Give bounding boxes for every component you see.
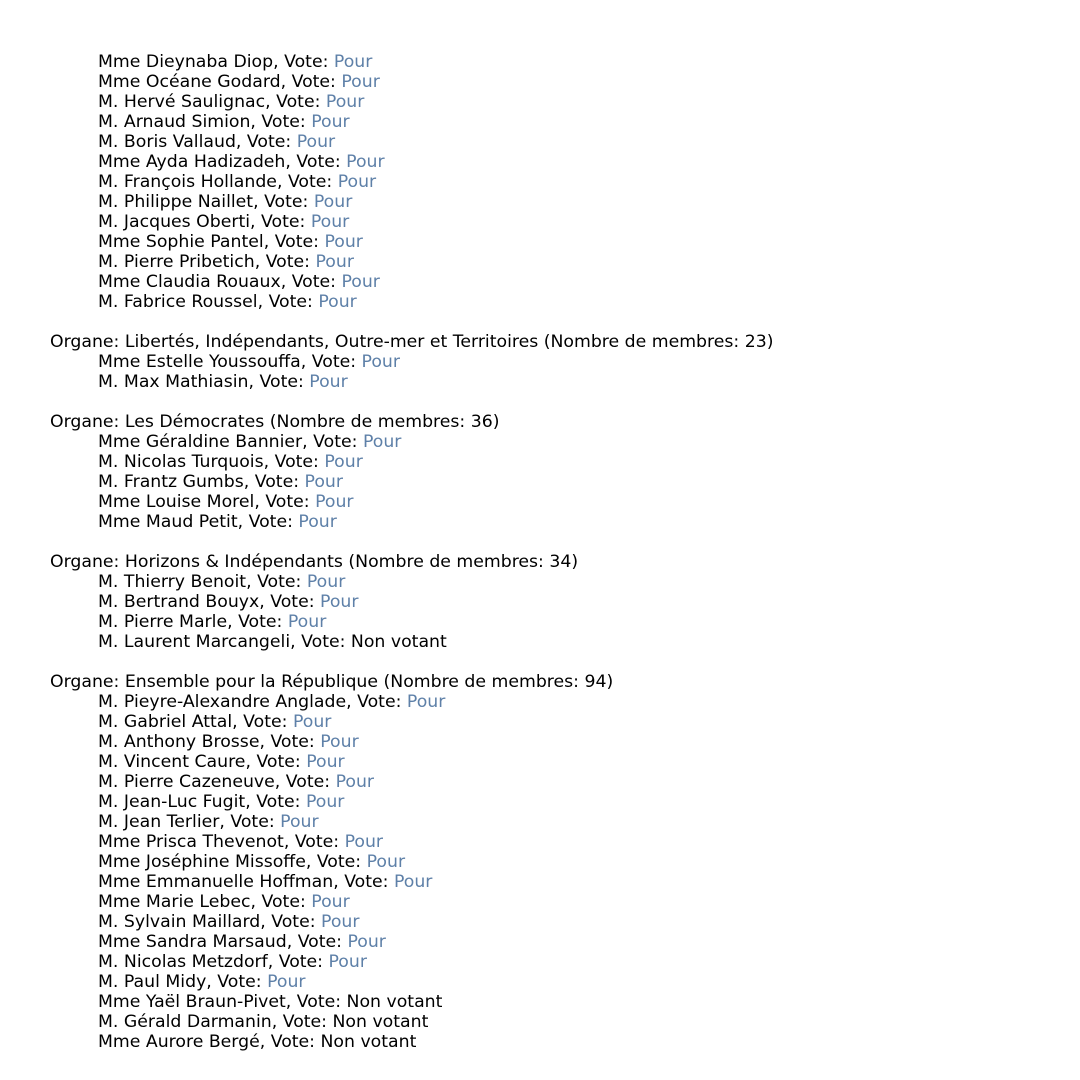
member-name: Nicolas Metzdorf: [123, 952, 268, 972]
vote-value: Pour: [406, 692, 446, 712]
vote-label: Vote:: [268, 292, 319, 312]
members-label: Nombre de membres:: [355, 552, 550, 572]
separator: ,: [263, 232, 275, 252]
separator: ,: [260, 912, 272, 932]
member-row: [50, 212, 1080, 232]
vote-document: [50, 52, 1080, 1052]
vote-label: Vote:: [256, 752, 307, 772]
member-civility: M.: [98, 912, 119, 932]
member-civility: M.: [98, 952, 119, 972]
separator: ,: [346, 692, 358, 712]
member-civility: Mme: [98, 872, 141, 892]
member-row: [50, 452, 1080, 472]
member-name: Anthony Brosse: [123, 732, 260, 752]
vote-label: Vote:: [285, 772, 336, 792]
group-close-paren: ): [571, 552, 579, 572]
vote-label: Vote:: [301, 632, 351, 652]
member-civility: M.: [98, 132, 119, 152]
member-row: [50, 292, 1080, 312]
group-label: Organe:: [50, 332, 125, 352]
member-name: Vincent Caure: [123, 752, 246, 772]
member-row: [50, 192, 1080, 212]
member-name: Jean Terlier: [123, 812, 220, 832]
member-name: Emmanuelle Hoffman: [145, 872, 334, 892]
separator: ,: [254, 252, 266, 272]
member-row: [50, 472, 1080, 492]
vote-label: Vote:: [270, 1032, 321, 1052]
member-civility: M.: [98, 612, 119, 632]
vote-label: Vote:: [276, 92, 326, 112]
member-name: Pieyre-Alexandre Anglade: [123, 692, 347, 712]
vote-label: Vote:: [282, 1012, 333, 1032]
vote-label: Vote:: [270, 732, 321, 752]
vote-label: Vote:: [264, 192, 314, 212]
member-row: [50, 72, 1080, 92]
member-row: [50, 252, 1080, 272]
vote-label: Vote:: [278, 952, 329, 972]
member-civility: M.: [98, 472, 119, 492]
member-civility: M.: [98, 292, 119, 312]
separator: ,: [232, 712, 244, 732]
group-label: Organe:: [50, 552, 125, 572]
vote-value: Pour: [366, 852, 406, 872]
member-row: [50, 812, 1080, 832]
member-civility: M.: [98, 252, 119, 272]
member-row: [50, 612, 1080, 632]
member-name: Gabriel Attal: [123, 712, 233, 732]
vote-value: Pour: [320, 732, 359, 752]
vote-value: Pour: [346, 152, 385, 172]
member-name: Frantz Gumbs: [123, 472, 244, 492]
member-civility: M.: [98, 92, 119, 112]
group-header: [50, 672, 1080, 692]
separator: ,: [248, 372, 260, 392]
member-civility: Mme: [98, 272, 141, 292]
member-civility: M.: [98, 592, 119, 612]
vote-label: Vote:: [265, 492, 316, 512]
vote-value: Pour: [313, 192, 353, 212]
member-name: Nicolas Turquois: [123, 452, 264, 472]
member-row: [50, 272, 1080, 292]
vote-label: Vote:: [246, 132, 297, 152]
member-name: Joséphine Missoffe: [145, 852, 306, 872]
vote-label: Vote:: [238, 612, 288, 632]
member-row: [50, 852, 1080, 872]
member-name: François Hollande: [123, 172, 277, 192]
vote-label: Vote:: [243, 712, 293, 732]
member-civility: M.: [98, 972, 119, 992]
member-count: 94: [584, 672, 607, 692]
member-name: Pierre Pribetich: [123, 252, 255, 272]
member-row: [50, 992, 1080, 1012]
vote-label: Vote:: [344, 872, 394, 892]
member-row: [50, 232, 1080, 252]
member-civility: M.: [98, 192, 119, 212]
vote-value: Non votant: [346, 992, 443, 1012]
members-label: Nombre de membres:: [276, 412, 471, 432]
vote-value: Pour: [321, 912, 360, 932]
vote-value: Pour: [315, 252, 354, 272]
vote-value: Pour: [280, 812, 319, 832]
vote-value: Pour: [361, 352, 400, 372]
vote-label: Vote:: [284, 52, 334, 72]
vote-value: Pour: [362, 432, 402, 452]
vote-label: Vote:: [291, 272, 342, 292]
member-civility: M.: [98, 212, 119, 232]
group-label: Organe:: [50, 412, 125, 432]
member-civility: Mme: [98, 52, 141, 72]
member-name: Jacques Oberti: [123, 212, 251, 232]
vote-label: Vote:: [230, 812, 281, 832]
vote-value: Pour: [309, 372, 348, 392]
member-civility: M.: [98, 792, 119, 812]
vote-value: Pour: [311, 892, 350, 912]
group-open-paren: (: [538, 332, 551, 352]
vote-value: Pour: [341, 72, 380, 92]
separator: ,: [274, 772, 286, 792]
member-civility: M.: [98, 812, 119, 832]
member-civility: M.: [98, 1012, 119, 1032]
blank-line: [50, 392, 1080, 412]
vote-value: Pour: [305, 792, 345, 812]
member-name: Sophie Pantel: [145, 232, 264, 252]
member-civility: M.: [98, 572, 119, 592]
member-name: Pierre Cazeneuve: [123, 772, 275, 792]
vote-label: Vote:: [294, 832, 345, 852]
group-close-paren: ): [492, 412, 500, 432]
member-row: [50, 152, 1080, 172]
member-row: [50, 772, 1080, 792]
member-name: Jean-Luc Fugit: [123, 792, 246, 812]
separator: ,: [271, 1012, 283, 1032]
member-row: [50, 492, 1080, 512]
vote-value: Pour: [335, 772, 375, 792]
member-row: [50, 632, 1080, 652]
separator: ,: [254, 492, 266, 512]
member-name: Maud Petit: [145, 512, 238, 532]
member-row: [50, 372, 1080, 392]
member-row: [50, 892, 1080, 912]
separator: ,: [302, 432, 314, 452]
member-count: 34: [549, 552, 572, 572]
vote-value: Pour: [325, 92, 365, 112]
separator: ,: [276, 172, 288, 192]
vote-label: Vote:: [270, 592, 321, 612]
vote-value: Non votant: [320, 1032, 417, 1052]
vote-label: Vote:: [287, 172, 338, 192]
separator: ,: [245, 752, 257, 772]
member-row: [50, 752, 1080, 772]
member-civility: M.: [98, 732, 119, 752]
separator: ,: [280, 272, 292, 292]
member-name: Louise Morel: [145, 492, 255, 512]
member-name: Claudia Rouaux: [145, 272, 281, 292]
separator: ,: [237, 512, 249, 532]
separator: ,: [333, 872, 345, 892]
member-name: Bertrand Bouyx: [123, 592, 260, 612]
member-row: [50, 1032, 1080, 1052]
separator: ,: [245, 792, 257, 812]
member-name: Estelle Youssouffa: [145, 352, 301, 372]
separator: ,: [273, 52, 285, 72]
vote-label: Vote:: [261, 212, 311, 232]
separator: ,: [280, 72, 292, 92]
member-name: Philippe Naillet: [123, 192, 254, 212]
vote-label: Vote:: [357, 692, 407, 712]
vote-label: Vote:: [257, 572, 307, 592]
member-name: Paul Midy: [123, 972, 207, 992]
member-name: Arnaud Simion: [123, 112, 251, 132]
members-label: Nombre de membres:: [550, 332, 745, 352]
separator: ,: [283, 832, 295, 852]
member-civility: Mme: [98, 1032, 141, 1052]
vote-label: Vote:: [217, 972, 268, 992]
member-row: [50, 1012, 1080, 1032]
group-name: Libertés, Indépendants, Outre-mer et Territoires: [124, 332, 539, 352]
vote-label: Vote:: [248, 512, 299, 532]
group-open-paren: (: [264, 412, 277, 432]
member-civility: Mme: [98, 432, 141, 452]
group-name: Horizons & Indépendants: [124, 552, 343, 572]
separator: ,: [259, 592, 271, 612]
member-row: [50, 972, 1080, 992]
member-row: [50, 52, 1080, 72]
member-name: Dieynaba Diop: [145, 52, 274, 72]
vote-label: Vote:: [313, 432, 363, 452]
member-civility: M.: [98, 632, 119, 652]
vote-value: Pour: [304, 472, 343, 492]
vote-value: Pour: [267, 972, 306, 992]
member-name: Marie Lebec: [145, 892, 251, 912]
vote-label: Vote:: [316, 852, 367, 872]
vote-value: Pour: [341, 272, 380, 292]
member-row: [50, 872, 1080, 892]
separator: ,: [305, 852, 317, 872]
separator: ,: [285, 152, 297, 172]
member-name: Max Mathiasin: [123, 372, 249, 392]
member-row: [50, 692, 1080, 712]
member-name: Laurent Marcangeli: [123, 632, 291, 652]
member-row: [50, 92, 1080, 112]
separator: ,: [227, 612, 239, 632]
vote-value: Pour: [315, 492, 354, 512]
separator: ,: [253, 192, 265, 212]
member-civility: M.: [98, 452, 119, 472]
member-civility: M.: [98, 692, 119, 712]
vote-label: Vote:: [261, 112, 312, 132]
vote-value: Pour: [337, 172, 377, 192]
separator: ,: [286, 932, 298, 952]
vote-value: Pour: [292, 712, 332, 732]
member-name: Fabrice Roussel: [123, 292, 258, 312]
member-civility: M.: [98, 772, 119, 792]
member-row: [50, 352, 1080, 372]
group-header: [50, 412, 1080, 432]
vote-label: Vote:: [256, 792, 306, 812]
separator: ,: [206, 972, 218, 992]
separator: ,: [243, 472, 255, 492]
member-name: Hervé Saulignac: [123, 92, 266, 112]
vote-value: Pour: [318, 292, 357, 312]
member-civility: M.: [98, 172, 119, 192]
member-name: Prisca Thevenot: [145, 832, 284, 852]
vote-value: Pour: [310, 212, 350, 232]
member-count: 23: [744, 332, 767, 352]
separator: ,: [259, 1032, 271, 1052]
member-name: Thierry Benoit: [123, 572, 247, 592]
members-label: Nombre de membres:: [390, 672, 585, 692]
member-civility: Mme: [98, 992, 141, 1012]
separator: ,: [263, 452, 275, 472]
member-civility: Mme: [98, 832, 141, 852]
vote-value: Pour: [306, 572, 346, 592]
member-row: [50, 132, 1080, 152]
member-civility: M.: [98, 712, 119, 732]
member-row: [50, 112, 1080, 132]
member-civility: Mme: [98, 512, 141, 532]
vote-value: Pour: [324, 452, 363, 472]
separator: ,: [246, 572, 258, 592]
vote-label: Vote:: [291, 72, 342, 92]
separator: ,: [235, 132, 247, 152]
vote-value: Pour: [296, 132, 336, 152]
member-name: Sylvain Maillard: [123, 912, 261, 932]
member-civility: Mme: [98, 852, 141, 872]
member-row: [50, 432, 1080, 452]
vote-value: Pour: [311, 112, 350, 132]
vote-label: Vote:: [274, 232, 325, 252]
member-row: [50, 912, 1080, 932]
separator: ,: [250, 112, 262, 132]
member-civility: Mme: [98, 892, 141, 912]
member-row: [50, 952, 1080, 972]
member-row: [50, 832, 1080, 852]
group-header: [50, 552, 1080, 572]
group-close-paren: ): [606, 672, 614, 692]
vote-value: Pour: [298, 512, 337, 532]
member-name: Géraldine Bannier: [145, 432, 303, 452]
vote-label: Vote:: [254, 472, 305, 492]
member-civility: Mme: [98, 932, 141, 952]
blank-line: [50, 312, 1080, 332]
vote-value: Pour: [328, 952, 367, 972]
separator: ,: [285, 992, 297, 1012]
member-name: Aurore Bergé: [145, 1032, 260, 1052]
group-open-paren: (: [342, 552, 356, 572]
member-civility: M.: [98, 372, 119, 392]
separator: ,: [265, 92, 277, 112]
member-name: Yaël Braun-Pivet: [145, 992, 286, 1012]
vote-value: Pour: [320, 592, 359, 612]
member-civility: Mme: [98, 152, 141, 172]
vote-label: Vote:: [261, 892, 312, 912]
vote-value: Pour: [347, 932, 386, 952]
member-civility: Mme: [98, 232, 141, 252]
group-open-paren: (: [378, 672, 391, 692]
separator: ,: [219, 812, 231, 832]
member-civility: Mme: [98, 72, 141, 92]
blank-line: [50, 532, 1080, 552]
separator: ,: [267, 952, 279, 972]
member-civility: M.: [98, 112, 119, 132]
separator: ,: [290, 632, 302, 652]
separator: ,: [259, 732, 271, 752]
member-name: Océane Godard: [145, 72, 281, 92]
group-name: Les Démocrates: [124, 412, 265, 432]
member-row: [50, 172, 1080, 192]
member-name: Ayda Hadizadeh: [145, 152, 286, 172]
vote-value: Pour: [287, 612, 327, 632]
vote-label: Vote:: [265, 252, 316, 272]
vote-value: Pour: [306, 752, 345, 772]
member-civility: Mme: [98, 492, 141, 512]
group-close-paren: ): [766, 332, 774, 352]
separator: ,: [250, 212, 262, 232]
blank-line: [50, 652, 1080, 672]
group-name: Ensemble pour la République: [124, 672, 379, 692]
vote-value: Pour: [393, 872, 433, 892]
member-name: Gérald Darmanin: [123, 1012, 272, 1032]
member-civility: Mme: [98, 352, 141, 372]
vote-value: Non votant: [332, 1012, 429, 1032]
member-row: [50, 732, 1080, 752]
vote-label: Vote:: [311, 352, 362, 372]
vote-value: Non votant: [350, 632, 447, 652]
member-civility: M.: [98, 752, 119, 772]
vote-value: Pour: [333, 52, 373, 72]
separator: ,: [300, 352, 312, 372]
member-row: [50, 512, 1080, 532]
member-name: Sandra Marsaud: [145, 932, 287, 952]
vote-value: Pour: [324, 232, 363, 252]
vote-value: Pour: [344, 832, 384, 852]
member-count: 36: [470, 412, 493, 432]
separator: ,: [257, 292, 269, 312]
member-row: [50, 932, 1080, 952]
vote-label: Vote:: [296, 992, 347, 1012]
vote-label: Vote:: [271, 912, 322, 932]
member-row: [50, 592, 1080, 612]
member-name: Pierre Marle: [123, 612, 228, 632]
vote-label: Vote:: [296, 152, 347, 172]
group-label: Organe:: [50, 672, 125, 692]
member-row: [50, 572, 1080, 592]
separator: ,: [250, 892, 262, 912]
member-row: [50, 792, 1080, 812]
vote-label: Vote:: [274, 452, 325, 472]
group-header: [50, 332, 1080, 352]
vote-label: Vote:: [259, 372, 310, 392]
member-name: Boris Vallaud: [123, 132, 236, 152]
vote-label: Vote:: [297, 932, 348, 952]
member-row: [50, 712, 1080, 732]
